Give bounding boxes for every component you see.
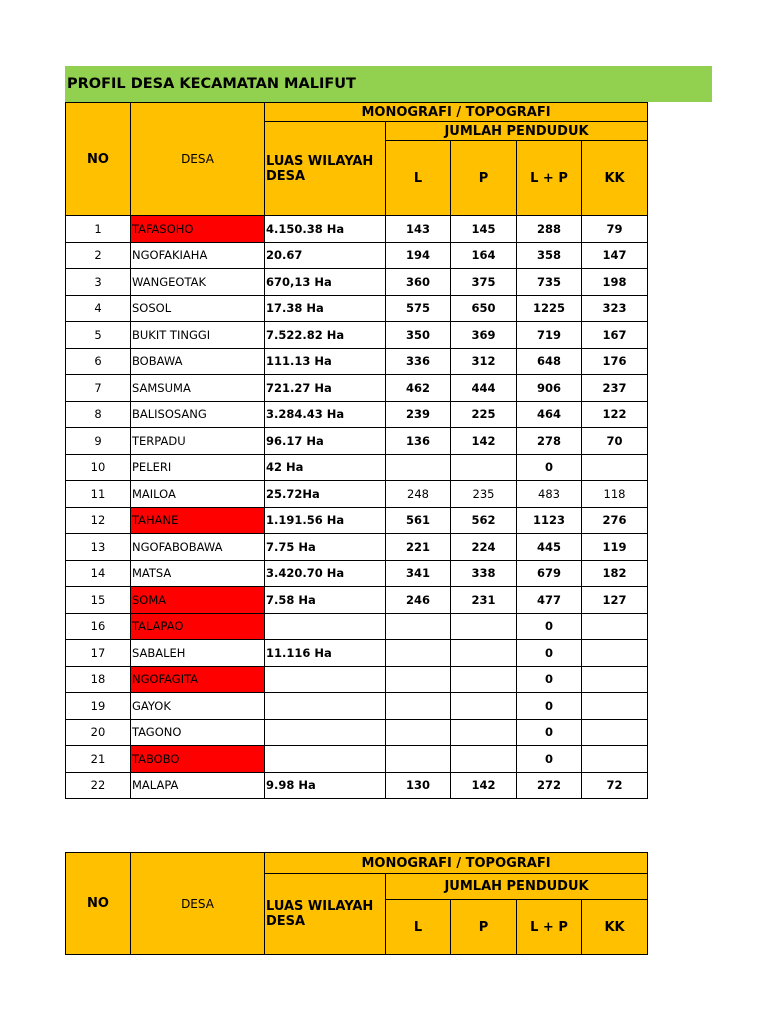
cell-desa: SAMSUMA — [131, 375, 265, 402]
cell-luas — [265, 746, 386, 773]
cell-desa: NGOFABOBAWA — [131, 534, 265, 561]
cell-l: 341 — [386, 560, 451, 587]
cell-desa: SABALEH — [131, 640, 265, 667]
table-body — [66, 216, 648, 799]
cell-kk: 167 — [582, 322, 648, 349]
cell-p: 142 — [451, 428, 517, 455]
cell-desa: TAHANE — [131, 507, 265, 534]
table-row — [66, 666, 648, 693]
cell-luas: 670,13 Ha — [265, 269, 386, 296]
cell-desa: MATSA — [131, 560, 265, 587]
cell-l: 239 — [386, 401, 451, 428]
cell-no: 11 — [66, 481, 131, 508]
header-desa: DESA — [131, 853, 265, 955]
cell-no: 22 — [66, 772, 131, 799]
cell-no: 15 — [66, 587, 131, 614]
cell-no: 14 — [66, 560, 131, 587]
cell-no: 7 — [66, 375, 131, 402]
cell-desa: SOMA — [131, 587, 265, 614]
cell-desa: PELERI — [131, 454, 265, 481]
cell-no: 1 — [66, 216, 131, 243]
header-p: P — [451, 900, 517, 955]
cell-l: 350 — [386, 322, 451, 349]
table-row — [66, 401, 648, 428]
header-jumlah: JUMLAH PENDUDUK — [386, 122, 648, 141]
cell-l — [386, 719, 451, 746]
cell-lp: 0 — [517, 693, 582, 720]
cell-luas: 721.27 Ha — [265, 375, 386, 402]
cell-desa: BUKIT TINGGI — [131, 322, 265, 349]
cell-luas: 11.116 Ha — [265, 640, 386, 667]
cell-p: 369 — [451, 322, 517, 349]
cell-lp: 735 — [517, 269, 582, 296]
cell-kk: 176 — [582, 348, 648, 375]
table-row — [66, 348, 648, 375]
cell-desa: BOBAWA — [131, 348, 265, 375]
cell-luas: 3.420.70 Ha — [265, 560, 386, 587]
cell-luas: 9.98 Ha — [265, 772, 386, 799]
cell-l: 136 — [386, 428, 451, 455]
table-row — [66, 454, 648, 481]
header-l: L — [386, 141, 451, 216]
cell-kk: 79 — [582, 216, 648, 243]
table-row — [66, 772, 648, 799]
cell-luas: 17.38 Ha — [265, 295, 386, 322]
cell-no: 3 — [66, 269, 131, 296]
table-row — [66, 242, 648, 269]
header-luas: LUAS WILAYAH DESA — [265, 874, 386, 955]
cell-l: 462 — [386, 375, 451, 402]
cell-p: 312 — [451, 348, 517, 375]
cell-no: 6 — [66, 348, 131, 375]
cell-kk: 118 — [582, 481, 648, 508]
cell-lp: 719 — [517, 322, 582, 349]
table-row — [66, 216, 648, 243]
cell-lp: 679 — [517, 560, 582, 587]
cell-p — [451, 746, 517, 773]
header-luas: LUAS WILAYAH DESA — [265, 122, 386, 216]
cell-l: 143 — [386, 216, 451, 243]
cell-p: 231 — [451, 587, 517, 614]
cell-lp: 445 — [517, 534, 582, 561]
header-lp: L + P — [517, 141, 582, 216]
cell-l: 221 — [386, 534, 451, 561]
cell-l — [386, 613, 451, 640]
cell-lp: 477 — [517, 587, 582, 614]
cell-no: 12 — [66, 507, 131, 534]
cell-desa: NGOFAKIAHA — [131, 242, 265, 269]
cell-kk: 237 — [582, 375, 648, 402]
header-p: P — [451, 141, 517, 216]
cell-p — [451, 719, 517, 746]
cell-kk — [582, 613, 648, 640]
cell-luas: 96.17 Ha — [265, 428, 386, 455]
cell-desa: WANGEOTAK — [131, 269, 265, 296]
header-no: NO — [66, 853, 131, 955]
cell-p: 225 — [451, 401, 517, 428]
cell-p: 444 — [451, 375, 517, 402]
sheet-title: PROFIL DESA KECAMATAN MALIFUT — [65, 66, 712, 102]
cell-luas — [265, 613, 386, 640]
table-row — [66, 481, 648, 508]
cell-kk — [582, 746, 648, 773]
cell-lp: 0 — [517, 640, 582, 667]
cell-no: 16 — [66, 613, 131, 640]
cell-l — [386, 640, 451, 667]
cell-p: 145 — [451, 216, 517, 243]
cell-p: 142 — [451, 772, 517, 799]
cell-desa: NGOFAGITA — [131, 666, 265, 693]
cell-l — [386, 746, 451, 773]
cell-kk: 119 — [582, 534, 648, 561]
cell-p — [451, 454, 517, 481]
cell-luas: 111.13 Ha — [265, 348, 386, 375]
header-no: NO — [66, 103, 131, 216]
cell-desa: TABOBO — [131, 746, 265, 773]
cell-luas — [265, 693, 386, 720]
cell-p: 338 — [451, 560, 517, 587]
cell-luas: 7.522.82 Ha — [265, 322, 386, 349]
cell-desa: TAFASOHO — [131, 216, 265, 243]
cell-no: 8 — [66, 401, 131, 428]
village-profile-table-2 — [65, 852, 648, 955]
cell-p: 375 — [451, 269, 517, 296]
table-row — [66, 534, 648, 561]
cell-kk — [582, 640, 648, 667]
cell-l: 246 — [386, 587, 451, 614]
cell-p: 224 — [451, 534, 517, 561]
cell-luas: 42 Ha — [265, 454, 386, 481]
cell-l: 248 — [386, 481, 451, 508]
cell-desa: MAILOA — [131, 481, 265, 508]
cell-no: 13 — [66, 534, 131, 561]
cell-p — [451, 666, 517, 693]
header-jumlah: JUMLAH PENDUDUK — [386, 874, 648, 900]
cell-no: 2 — [66, 242, 131, 269]
cell-lp: 1225 — [517, 295, 582, 322]
cell-lp: 0 — [517, 613, 582, 640]
cell-l — [386, 693, 451, 720]
table-row — [66, 613, 648, 640]
cell-no: 4 — [66, 295, 131, 322]
cell-no: 19 — [66, 693, 131, 720]
table-row — [66, 719, 648, 746]
cell-p — [451, 640, 517, 667]
cell-l: 336 — [386, 348, 451, 375]
village-profile-table — [65, 102, 648, 799]
cell-lp: 1123 — [517, 507, 582, 534]
cell-luas: 4.150.38 Ha — [265, 216, 386, 243]
header-desa: DESA — [131, 103, 265, 216]
table-row — [66, 587, 648, 614]
cell-kk — [582, 719, 648, 746]
cell-no: 18 — [66, 666, 131, 693]
cell-kk: 127 — [582, 587, 648, 614]
table-row — [66, 746, 648, 773]
header-lp: L + P — [517, 900, 582, 955]
cell-luas: 7.75 Ha — [265, 534, 386, 561]
cell-kk: 70 — [582, 428, 648, 455]
cell-lp: 272 — [517, 772, 582, 799]
cell-l — [386, 454, 451, 481]
cell-kk: 276 — [582, 507, 648, 534]
cell-desa: TAGONO — [131, 719, 265, 746]
table-row — [66, 507, 648, 534]
cell-kk: 198 — [582, 269, 648, 296]
cell-desa: TERPADU — [131, 428, 265, 455]
header-kk: KK — [582, 141, 648, 216]
cell-no: 21 — [66, 746, 131, 773]
cell-kk: 72 — [582, 772, 648, 799]
cell-no: 5 — [66, 322, 131, 349]
cell-lp: 648 — [517, 348, 582, 375]
cell-no: 9 — [66, 428, 131, 455]
table-row — [66, 640, 648, 667]
table-row — [66, 375, 648, 402]
cell-luas: 7.58 Ha — [265, 587, 386, 614]
cell-luas — [265, 719, 386, 746]
cell-lp: 288 — [517, 216, 582, 243]
cell-lp: 0 — [517, 454, 582, 481]
cell-p — [451, 613, 517, 640]
cell-luas: 20.67 — [265, 242, 386, 269]
cell-no: 10 — [66, 454, 131, 481]
header-monografi: MONOGRAFI / TOPOGRAFI — [265, 853, 648, 874]
cell-l: 194 — [386, 242, 451, 269]
cell-l: 360 — [386, 269, 451, 296]
cell-p: 562 — [451, 507, 517, 534]
cell-kk: 122 — [582, 401, 648, 428]
cell-l: 561 — [386, 507, 451, 534]
cell-luas: 25.72Ha — [265, 481, 386, 508]
cell-desa: MALAPA — [131, 772, 265, 799]
cell-lp: 0 — [517, 746, 582, 773]
cell-lp: 906 — [517, 375, 582, 402]
header-monografi: MONOGRAFI / TOPOGRAFI — [265, 103, 648, 122]
cell-lp: 483 — [517, 481, 582, 508]
header-kk: KK — [582, 900, 648, 955]
header-l: L — [386, 900, 451, 955]
cell-p: 164 — [451, 242, 517, 269]
cell-lp: 0 — [517, 719, 582, 746]
cell-p — [451, 693, 517, 720]
cell-l — [386, 666, 451, 693]
cell-l: 130 — [386, 772, 451, 799]
cell-lp: 0 — [517, 666, 582, 693]
table-row — [66, 295, 648, 322]
cell-lp: 464 — [517, 401, 582, 428]
cell-p: 650 — [451, 295, 517, 322]
cell-kk — [582, 454, 648, 481]
cell-kk: 182 — [582, 560, 648, 587]
cell-luas: 1.191.56 Ha — [265, 507, 386, 534]
cell-p: 235 — [451, 481, 517, 508]
cell-desa: GAYOK — [131, 693, 265, 720]
cell-desa: TALAPAO — [131, 613, 265, 640]
cell-no: 17 — [66, 640, 131, 667]
table-row — [66, 322, 648, 349]
table-row — [66, 269, 648, 296]
cell-l: 575 — [386, 295, 451, 322]
cell-lp: 358 — [517, 242, 582, 269]
cell-lp: 278 — [517, 428, 582, 455]
table-row — [66, 560, 648, 587]
cell-desa: BALISOSANG — [131, 401, 265, 428]
cell-kk — [582, 666, 648, 693]
table-row — [66, 428, 648, 455]
cell-kk: 147 — [582, 242, 648, 269]
cell-kk — [582, 693, 648, 720]
cell-desa: SOSOL — [131, 295, 265, 322]
cell-no: 20 — [66, 719, 131, 746]
table-row — [66, 693, 648, 720]
cell-kk: 323 — [582, 295, 648, 322]
cell-luas — [265, 666, 386, 693]
cell-luas: 3.284.43 Ha — [265, 401, 386, 428]
